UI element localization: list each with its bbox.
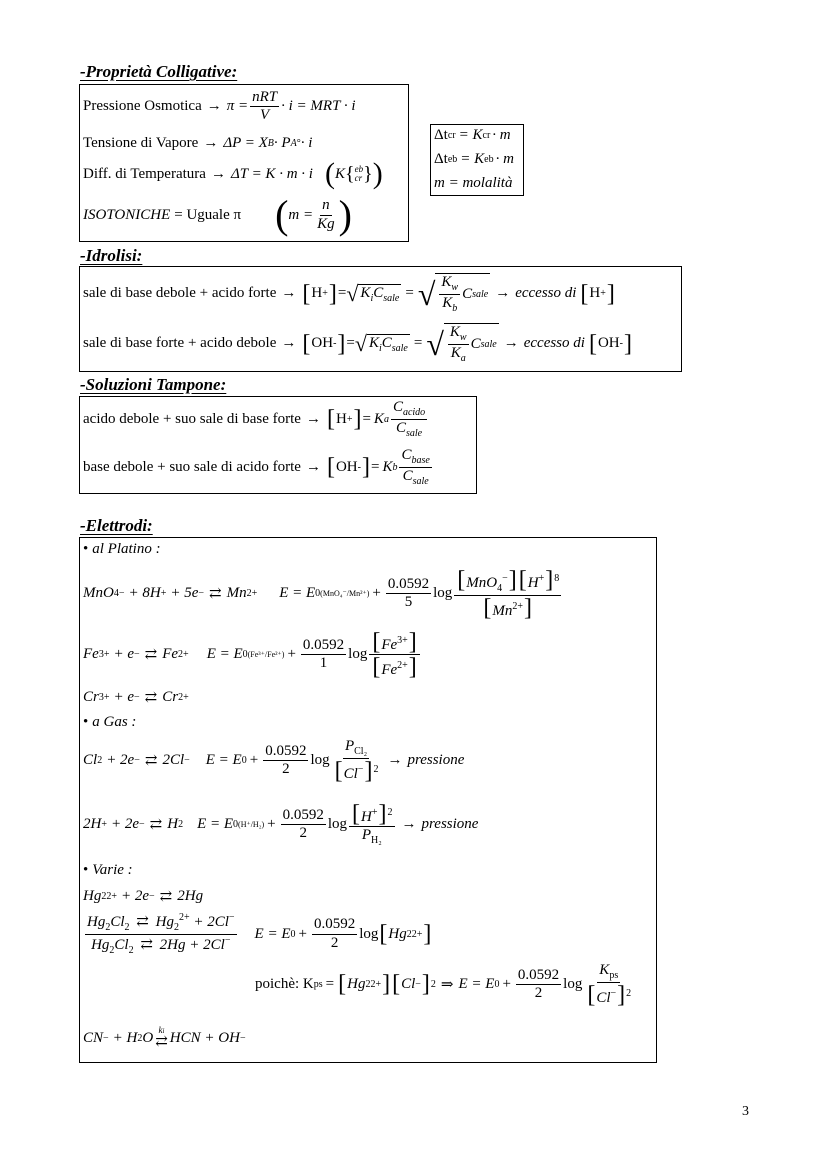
arrow-icon: → xyxy=(281,335,297,351)
buffer-heading: -Soluzioni Tampone: xyxy=(80,375,227,394)
hydrolysis-box xyxy=(79,266,682,372)
iso-row: ISOTONICHE = Uguale π ( m = $\frac{n}{Kg}$ ) xyxy=(83,192,352,237)
paren-close: ) xyxy=(372,157,383,190)
osmotic-rhs: · i = MRT · i xyxy=(281,98,356,115)
vapor-sup: ° xyxy=(296,138,301,149)
vapor-row xyxy=(83,135,312,152)
molal-den: Kg xyxy=(317,215,335,232)
osmotic-num: nRT xyxy=(250,89,279,107)
equilibrium-icon: ⇄ xyxy=(209,586,222,603)
colligative-box xyxy=(79,84,409,242)
vapor-sub-a: A xyxy=(290,138,297,149)
osmotic-label: Pressione Osmotica xyxy=(83,98,202,115)
eq-fe: Fe 3+ + e − ⇄ Fe 2+ E = E 0 (Fe³⁺/Fe²⁺) + $\frac{0.0592}{1}$ log $\frac{[Fe^{3+}]}{[Fe^{2+}]}$ xyxy=(83,630,422,680)
iso-label: ISOTONICHE xyxy=(83,206,171,223)
hydrolysis-row-2: sale di base forte + acido debole → [ OH - ] = √ $K_iC_{sale}$ = √ $\frac{K_w}{K_a}$ C sale → eccesso di [ OH - ] xyxy=(83,324,632,364)
molal-num: n xyxy=(320,197,332,215)
eq-hg: Hg 2 2+ + 2e − ⇄ 2Hg xyxy=(83,888,204,905)
buffer-row-1: acido debole + suo sale di base forte → [ H + ] = K a $\frac{C_{acido}}{C_{sale}}$ xyxy=(83,399,426,439)
eq-mno4: MnO 4 − + 8H + + 5e − ⇄ Mn 2+ E = E 0 (MnO₄⁻/Mn²⁺) + $\frac{0.0592}{5}$ log $\frac{[MnO_4^-][H^+]^8}{[Mn^{2+}]}$ xyxy=(83,567,560,621)
vapor-sub-b: B xyxy=(267,138,274,149)
colligative-side-box xyxy=(430,124,524,196)
vapor-p: · P xyxy=(273,135,291,151)
temp-cr: cr xyxy=(354,173,363,183)
arrow-icon: → xyxy=(281,285,297,301)
temp-eb: eb xyxy=(354,164,364,174)
arrow-icon: → xyxy=(387,751,403,768)
buffer-row-2: base debole + suo sale di acido forte → [ OH - ] = K b $\frac{C_{base}}{C_{sale}}$ xyxy=(83,447,430,487)
temp-label: Diff. di Temperatura xyxy=(83,165,206,182)
buffer-box xyxy=(79,396,477,494)
eq-cr: Cr 3+ + e − ⇄ Cr 2+ xyxy=(83,689,189,706)
bullet-icon: • xyxy=(83,714,89,730)
eq-h2: 2H + + 2e − ⇄ H 2 E = E 0 (H⁺/H₂) + $\frac{0.0592}{2}$ log $\frac{[H^+]^2}{P_{H_2}}$ → pressione xyxy=(83,801,479,847)
osmotic-lhs: π = xyxy=(226,98,249,115)
eq-cl2: Cl 2 + 2e − ⇄ 2Cl − E = E 0 + $\frac{0.0592}{2}$ log $\frac{P_{Cl_2}}{[Cl^-]^2}$ → pressione xyxy=(83,738,465,784)
side-molal-row: m = molalità xyxy=(434,175,513,191)
electrodes-heading: -Elettrodi: xyxy=(80,516,153,535)
arrow-icon: → xyxy=(503,335,519,351)
paren-open: ( xyxy=(324,157,335,190)
osmotic-row xyxy=(83,89,356,125)
arrow-icon: → xyxy=(203,135,219,151)
equilibrium-icon: ⇄ xyxy=(149,816,163,833)
temp-eq: ΔT = K · m · i xyxy=(230,165,313,182)
gas-bullet: • a Gas : xyxy=(83,714,137,730)
bullet-icon: • xyxy=(83,541,89,557)
iso-eq: = Uguale π xyxy=(174,206,242,223)
molal-lhs: m = xyxy=(288,206,314,223)
vapor-label: Tensione di Vapore xyxy=(83,135,199,151)
vapor-eq: ΔP = X xyxy=(223,135,268,151)
page-number: 3 xyxy=(742,1104,749,1119)
equilibrium-icon: ⇄ xyxy=(144,690,158,706)
colligative-heading: -Proprietà Colligative: xyxy=(80,62,238,81)
hydrolysis-row-1: sale di base debole + acido forte → [ H + ] = √ $K_iC_{sale}$ = √ $\frac{K_w}{K_b}$ C sale → eccesso di [ H + ] xyxy=(83,274,615,314)
bullet-icon: • xyxy=(83,862,89,878)
arrow-icon: → xyxy=(206,98,222,115)
vapor-tail: · i xyxy=(300,135,313,151)
temp-row: Diff. di Temperatura → ΔT = K · m · i ( K { eb cr } ) xyxy=(83,157,383,190)
eq-hg2cl2: $\frac{Hg_2Cl_2 ⇄ Hg_2^{2+} + 2Cl^-}{Hg_2Cl_2 ⇄ 2Hg + 2Cl^-}$ E = E 0 + $\frac{0.0592}{2}$ log [ Hg 2 2+ ] xyxy=(87,912,432,956)
arrow-icon: → xyxy=(305,458,321,475)
equilibrium-icon: ⇄ xyxy=(144,647,158,664)
molal-fraction xyxy=(315,197,337,233)
hydrolysis-heading: -Idrolisi: xyxy=(80,246,143,265)
arrow-icon: → xyxy=(401,815,417,832)
arrow-icon: → xyxy=(305,410,321,427)
osmotic-den: V xyxy=(260,107,270,124)
equilibrium-icon: ⇄ xyxy=(159,889,173,905)
eq-cn: CN − + H 2 O ki ⇄ HCN + OH − xyxy=(83,1025,246,1050)
equilibrium-icon: ⇄ xyxy=(144,752,158,769)
implies-icon: ⇒ xyxy=(440,976,454,993)
misc-bullet: • Varie : xyxy=(83,862,133,878)
arrow-icon: → xyxy=(210,165,226,182)
platinum-bullet: • al Platino : xyxy=(83,541,161,557)
equilibrium-icon: ⇄ xyxy=(155,1034,168,1050)
side-eb-row: Δt eb = K eb · m xyxy=(434,151,514,167)
side-cr-row: Δt cr = K cr · m xyxy=(434,127,511,143)
eq-poiche: poichè: K ps = [ Hg 2 2+ ] [ Cl − ] 2 ⇒ E = E 0 + $\frac{0.0592}{2}$ log $\frac{K_{ps}}{[Cl^-]^2}$ xyxy=(255,962,632,1008)
temp-k: K xyxy=(334,165,345,182)
electrodes-box xyxy=(79,537,657,1063)
arrow-icon: → xyxy=(495,285,511,301)
osmotic-fraction xyxy=(250,89,279,125)
